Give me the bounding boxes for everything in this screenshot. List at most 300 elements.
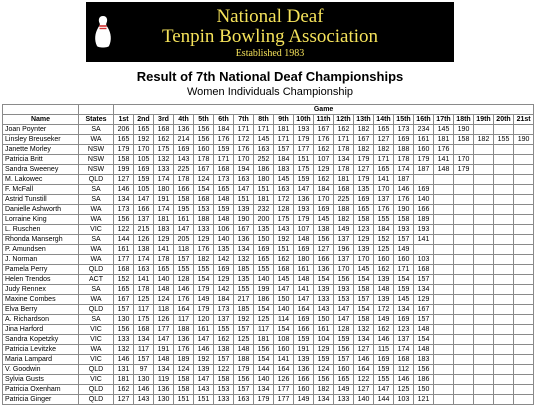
game-score: 176	[194, 245, 214, 255]
game-score: 127	[374, 135, 394, 145]
header-game: 1st	[114, 115, 134, 125]
game-score: 181	[154, 215, 174, 225]
game-score: 137	[134, 215, 154, 225]
game-score: 156	[334, 275, 354, 285]
game-score: 179	[114, 145, 134, 155]
game-score	[494, 185, 514, 195]
game-score: 156	[334, 345, 354, 355]
bowler-state: VIC	[79, 325, 114, 335]
game-score: 141	[414, 235, 434, 245]
game-score: 122	[354, 375, 374, 385]
bowler-state: NSW	[79, 165, 114, 175]
game-score: 193	[414, 225, 434, 235]
game-score: 158	[394, 215, 414, 225]
game-score: 137	[374, 195, 394, 205]
game-score: 162	[314, 145, 334, 155]
game-score: 171	[254, 125, 274, 135]
game-score: 165	[214, 185, 234, 195]
game-score: 162	[114, 385, 134, 395]
game-score: 160	[374, 255, 394, 265]
game-score	[494, 255, 514, 265]
game-score: 161	[114, 245, 134, 255]
game-score: 140	[154, 275, 174, 285]
game-score: 167	[414, 305, 434, 315]
game-score: 186	[254, 165, 274, 175]
game-score: 155	[374, 215, 394, 225]
game-score	[494, 375, 514, 385]
game-score: 162	[374, 325, 394, 335]
game-score: 169	[134, 165, 154, 175]
game-score: 165	[374, 165, 394, 175]
game-score: 135	[254, 225, 274, 235]
game-score: 153	[194, 205, 214, 215]
game-score: 123	[354, 225, 374, 235]
game-score	[514, 235, 534, 245]
game-score	[474, 395, 494, 405]
game-score	[434, 305, 454, 315]
game-score: 199	[114, 165, 134, 175]
bowler-state: ACT	[79, 275, 114, 285]
game-score: 168	[334, 185, 354, 195]
table-row	[3, 145, 534, 155]
bowler-name: Patricia Oxenham	[3, 385, 79, 395]
bowler-state: WA	[79, 205, 114, 215]
game-score: 115	[374, 345, 394, 355]
game-score: 103	[414, 255, 434, 265]
game-score: 118	[174, 245, 194, 255]
game-score	[474, 205, 494, 215]
game-score: 172	[234, 135, 254, 145]
game-score: 193	[294, 125, 314, 135]
game-score: 136	[234, 235, 254, 245]
game-score: 166	[294, 325, 314, 335]
game-score: 132	[154, 155, 174, 165]
banner-line-3: Established 1983	[235, 48, 305, 59]
game-score: 200	[254, 215, 274, 225]
game-score: 169	[394, 315, 414, 325]
game-score: 128	[174, 275, 194, 285]
game-score: 190	[454, 125, 474, 135]
bowler-name: Patricia Britt	[3, 155, 79, 165]
header-game: 17th	[434, 115, 454, 125]
game-score: 185	[234, 305, 254, 315]
game-score: 159	[374, 365, 394, 375]
game-score: 177	[154, 325, 174, 335]
game-score: 160	[394, 255, 414, 265]
game-score: 161	[294, 265, 314, 275]
game-score: 121	[414, 395, 434, 405]
game-score	[454, 325, 474, 335]
game-score: 157	[234, 325, 254, 335]
game-score	[454, 315, 474, 325]
game-score	[514, 395, 534, 405]
game-score	[494, 335, 514, 345]
game-score: 146	[354, 355, 374, 365]
game-score: 147	[334, 305, 354, 315]
game-score: 127	[354, 345, 374, 355]
game-score: 162	[154, 135, 174, 145]
game-score: 174	[134, 255, 154, 265]
game-score: 123	[394, 325, 414, 335]
game-score: 145	[434, 125, 454, 135]
game-score: 181	[114, 375, 134, 385]
game-score: 167	[114, 295, 134, 305]
bowler-name: Sandra Kopetzky	[3, 335, 79, 345]
game-score: 176	[234, 145, 254, 155]
game-score	[474, 365, 494, 375]
game-score: 151	[274, 245, 294, 255]
game-score	[494, 205, 514, 215]
game-score	[454, 285, 474, 295]
game-score: 156	[314, 375, 334, 385]
game-score: 136	[294, 365, 314, 375]
game-score: 150	[314, 315, 334, 325]
game-score: 176	[174, 295, 194, 305]
game-score: 127	[114, 395, 134, 405]
game-score: 173	[394, 125, 414, 135]
game-score: 153	[214, 385, 234, 395]
game-score: 142	[214, 255, 234, 265]
game-score	[494, 345, 514, 355]
game-score	[454, 255, 474, 265]
game-score: 169	[294, 245, 314, 255]
table-row	[3, 355, 534, 365]
game-score: 179	[294, 135, 314, 145]
game-score: 181	[274, 125, 294, 135]
header-game: 19th	[474, 115, 494, 125]
game-score: 150	[254, 235, 274, 245]
header-game: 4th	[174, 115, 194, 125]
game-score	[494, 395, 514, 405]
game-score: 155	[254, 265, 274, 275]
game-score: 148	[414, 325, 434, 335]
game-score: 140	[214, 235, 234, 245]
game-score	[474, 165, 494, 175]
game-score: 166	[414, 205, 434, 215]
game-score: 165	[334, 375, 354, 385]
game-score: 126	[274, 375, 294, 385]
game-score: 147	[174, 225, 194, 235]
game-score: 143	[174, 155, 194, 165]
header-game: 10th	[294, 115, 314, 125]
game-score: 188	[234, 355, 254, 365]
game-score: 169	[294, 315, 314, 325]
game-score: 151	[294, 155, 314, 165]
game-score: 161	[414, 135, 434, 145]
game-score: 192	[274, 235, 294, 245]
header-game: 15th	[394, 115, 414, 125]
game-score: 156	[194, 135, 214, 145]
game-score: 160	[334, 365, 354, 375]
game-score: 141	[374, 175, 394, 185]
game-score: 178	[194, 155, 214, 165]
game-score: 106	[214, 225, 234, 235]
bowler-name: Danielle Ashworth	[3, 205, 79, 215]
game-score: 154	[194, 275, 214, 285]
game-score: 168	[134, 325, 154, 335]
game-score: 169	[354, 195, 374, 205]
bowler-name: Linsley Breuseker	[3, 135, 79, 145]
game-score: 173	[214, 305, 234, 315]
game-score: 172	[274, 195, 294, 205]
game-score	[434, 355, 454, 365]
table-row	[3, 385, 534, 395]
game-score: 217	[234, 295, 254, 305]
game-score	[514, 305, 534, 315]
game-score: 147	[234, 185, 254, 195]
game-score: 156	[314, 235, 334, 245]
game-score	[474, 245, 494, 255]
game-score: 155	[214, 325, 234, 335]
bowler-name: Patricia Levitzke	[3, 345, 79, 355]
game-score	[474, 335, 494, 345]
game-score: 118	[154, 305, 174, 315]
header-game: 7th	[234, 115, 254, 125]
game-score: 171	[274, 135, 294, 145]
game-score: 166	[134, 205, 154, 215]
game-score: 129	[154, 235, 174, 245]
game-score: 175	[274, 215, 294, 225]
game-score: 145	[274, 175, 294, 185]
game-score	[454, 245, 474, 255]
game-score: 133	[194, 225, 214, 235]
game-score: 178	[334, 165, 354, 175]
table-row	[3, 265, 534, 275]
game-score	[454, 275, 474, 285]
game-score: 169	[374, 355, 394, 365]
game-score: 180	[294, 255, 314, 265]
game-score: 132	[114, 345, 134, 355]
game-score: 145	[394, 295, 414, 305]
game-score: 139	[294, 355, 314, 365]
game-score: 161	[174, 215, 194, 225]
game-score	[414, 245, 434, 255]
game-score	[474, 305, 494, 315]
game-score: 196	[334, 245, 354, 255]
banner-line-2: Tenpin Bowling Association	[161, 26, 379, 47]
game-score	[474, 235, 494, 245]
bowler-state: SA	[79, 195, 114, 205]
game-score: 181	[254, 195, 274, 205]
game-score: 151	[194, 395, 214, 405]
game-score	[454, 365, 474, 375]
game-score: 147	[374, 385, 394, 395]
game-score: 141	[274, 355, 294, 365]
game-score: 132	[234, 255, 254, 265]
game-score: 193	[394, 225, 414, 235]
game-score: 128	[334, 325, 354, 335]
bowler-state: SA	[79, 315, 114, 325]
game-score	[494, 175, 514, 185]
game-score: 180	[254, 175, 274, 185]
game-score: 193	[294, 205, 314, 215]
game-score: 190	[394, 205, 414, 215]
game-score: 164	[294, 305, 314, 315]
header-game-group: Game	[114, 105, 534, 115]
game-score: 140	[254, 375, 274, 385]
game-score: 117	[174, 315, 194, 325]
game-score: 194	[234, 165, 254, 175]
game-score	[434, 325, 454, 335]
game-score	[434, 255, 454, 265]
game-score: 148	[154, 355, 174, 365]
game-score	[514, 285, 534, 295]
game-score: 187	[414, 165, 434, 175]
header-game: 12th	[334, 115, 354, 125]
header-blank-name	[3, 105, 79, 115]
banner-line-1: National Deaf	[216, 6, 324, 27]
game-score: 174	[154, 175, 174, 185]
game-score: 146	[114, 185, 134, 195]
game-score	[434, 395, 454, 405]
game-score	[434, 295, 454, 305]
game-score: 225	[334, 195, 354, 205]
game-score: 169	[314, 205, 334, 215]
game-score: 178	[394, 155, 414, 165]
game-score: 137	[214, 315, 234, 325]
game-score: 134	[314, 395, 334, 405]
game-score: 156	[234, 375, 254, 385]
game-score	[494, 305, 514, 315]
game-score	[434, 335, 454, 345]
game-score: 234	[414, 125, 434, 135]
bowler-state: QLD	[79, 365, 114, 375]
game-score: 160	[274, 345, 294, 355]
game-score: 131	[114, 365, 134, 375]
bowler-state: SA	[79, 185, 114, 195]
game-score: 175	[134, 315, 154, 325]
game-score: 157	[414, 275, 434, 285]
game-score: 192	[234, 315, 254, 325]
game-score: 183	[414, 355, 434, 365]
game-score: 136	[174, 335, 194, 345]
game-score	[474, 275, 494, 285]
game-score: 165	[114, 135, 134, 145]
game-score	[454, 235, 474, 245]
table-row	[3, 135, 534, 145]
game-score: 126	[134, 235, 154, 245]
game-score	[514, 175, 534, 185]
results-table-container	[2, 104, 540, 405]
header-game: 18th	[454, 115, 474, 125]
game-score	[434, 195, 454, 205]
game-score	[434, 275, 454, 285]
game-score: 171	[214, 155, 234, 165]
header-game: 16th	[414, 115, 434, 125]
game-score: 142	[214, 285, 234, 295]
bowler-state: WA	[79, 215, 114, 225]
game-score	[454, 295, 474, 305]
game-score: 146	[394, 185, 414, 195]
game-score: 167	[234, 225, 254, 235]
bowler-name: Patricia Ginger	[3, 395, 79, 405]
game-score	[454, 175, 474, 185]
game-score: 145	[254, 135, 274, 145]
game-score	[454, 385, 474, 395]
game-score: 148	[414, 345, 434, 355]
game-score: 179	[454, 165, 474, 175]
game-score: 148	[214, 215, 234, 225]
game-score: 168	[274, 265, 294, 275]
bowler-name: Lorraine King	[3, 215, 79, 225]
header-blank-states	[79, 105, 114, 115]
game-score: 184	[214, 295, 234, 305]
bowler-state: QLD	[79, 395, 114, 405]
game-score: 192	[194, 355, 214, 365]
game-score	[494, 225, 514, 235]
game-score: 125	[374, 245, 394, 255]
game-score: 141	[294, 285, 314, 295]
table-row	[3, 215, 534, 225]
game-score: 146	[374, 335, 394, 345]
game-score: 135	[354, 185, 374, 195]
bowler-name: Joan Poynter	[3, 125, 79, 135]
game-score: 177	[274, 385, 294, 395]
game-score: 155	[234, 285, 254, 295]
game-score	[454, 335, 474, 345]
game-score: 168	[394, 355, 414, 365]
game-score: 166	[314, 255, 334, 265]
game-score: 138	[134, 245, 154, 255]
game-score: 107	[294, 225, 314, 235]
game-score	[514, 385, 534, 395]
header-game: 13th	[354, 115, 374, 125]
table-row	[3, 345, 534, 355]
game-score: 159	[134, 175, 154, 185]
bowler-name: M. Lakowec	[3, 175, 79, 185]
game-score: 138	[314, 225, 334, 235]
game-score: 157	[114, 305, 134, 315]
bowler-state: QLD	[79, 305, 114, 315]
game-score: 129	[354, 235, 374, 245]
game-score	[474, 325, 494, 335]
game-score: 159	[394, 285, 414, 295]
game-score	[494, 165, 514, 175]
game-score: 104	[314, 335, 334, 345]
header-game: 20th	[494, 115, 514, 125]
game-score: 151	[234, 195, 254, 205]
game-score: 125	[234, 335, 254, 345]
bowler-name: Maria Lampard	[3, 355, 79, 365]
game-score: 129	[214, 275, 234, 285]
table-row	[3, 375, 534, 385]
game-score: 167	[354, 135, 374, 145]
game-score: 195	[174, 205, 194, 215]
game-score: 182	[194, 255, 214, 265]
bowler-name: V. Goodwin	[3, 365, 79, 375]
game-score: 182	[334, 215, 354, 225]
game-score: 168	[414, 265, 434, 275]
table-row	[3, 185, 534, 195]
game-score: 154	[254, 355, 274, 365]
game-score: 127	[354, 165, 374, 175]
game-score: 173	[114, 205, 134, 215]
game-score: 174	[394, 345, 414, 355]
game-score: 166	[174, 185, 194, 195]
game-score	[474, 345, 494, 355]
game-score: 173	[214, 175, 234, 185]
game-score: 179	[254, 395, 274, 405]
game-score: 140	[274, 305, 294, 315]
game-score: 154	[314, 275, 334, 285]
game-score	[514, 245, 534, 255]
game-score: 107	[314, 155, 334, 165]
game-score: 155	[494, 135, 514, 145]
game-score: 145	[354, 265, 374, 275]
game-score: 161	[314, 325, 334, 335]
game-score: 157	[274, 145, 294, 155]
game-score: 134	[414, 285, 434, 295]
